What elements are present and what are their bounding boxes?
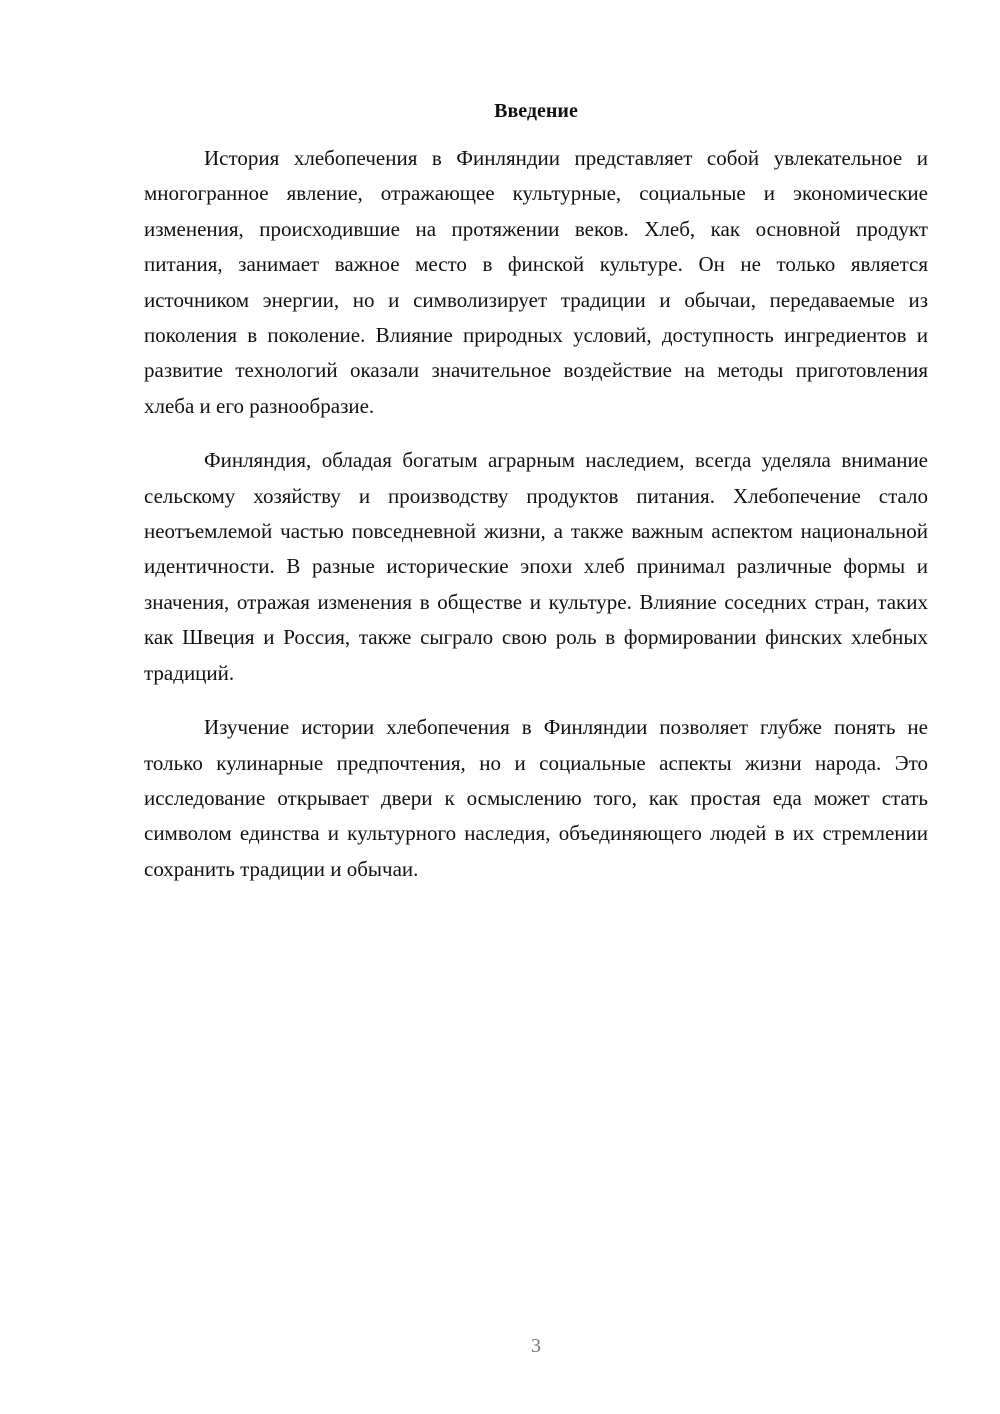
paragraph-2: Финляндия, обладая богатым аграрным наследием, всегда уделяла внимание сельскому хозяйству и производству продуктов питания. Хлебопечение стало неотъемлемой частью повседневной жизни, а также важным аспектом национальной идентичности. В разные исторические эпохи хлеб принимал различные формы и значения, отражая изменения в обществе и культуре. Влияние соседних стран, таких как Швеция и Россия, также сыграло свою роль в формировании финских хлебных традиций. [144, 448, 928, 685]
page-number: 3 [531, 1335, 541, 1357]
paragraph-3: Изучение истории хлебопечения в Финляндии позволяет глубже понять не только кулинарные предпочтения, но и социальные аспекты жизни народа. Это исследование открывает двери к осмыслению того, как простая еда может стать символом единства и культурного наследия, объединяющего людей в их стремлении сохранить традиции и обычаи. [144, 715, 928, 881]
section-heading: Введение [494, 100, 578, 122]
document-body [144, 141, 928, 887]
paragraph-1: История хлебопечения в Финляндии представляет собой увлекательное и многогранное явление, отражающее культурные, социальные и экономические изменения, происходившие на протяжении веков. Хлеб, как основной продукт питания, занимает важное место в финской культуре. Он не только является источником энергии, но и символизирует традиции и обычаи, передаваемые из поколения в поколение. Влияние природных условий, доступность ингредиентов и развитие технологий оказали значительное воздействие на методы приготовления хлеба и его разнообразие. [144, 146, 928, 418]
